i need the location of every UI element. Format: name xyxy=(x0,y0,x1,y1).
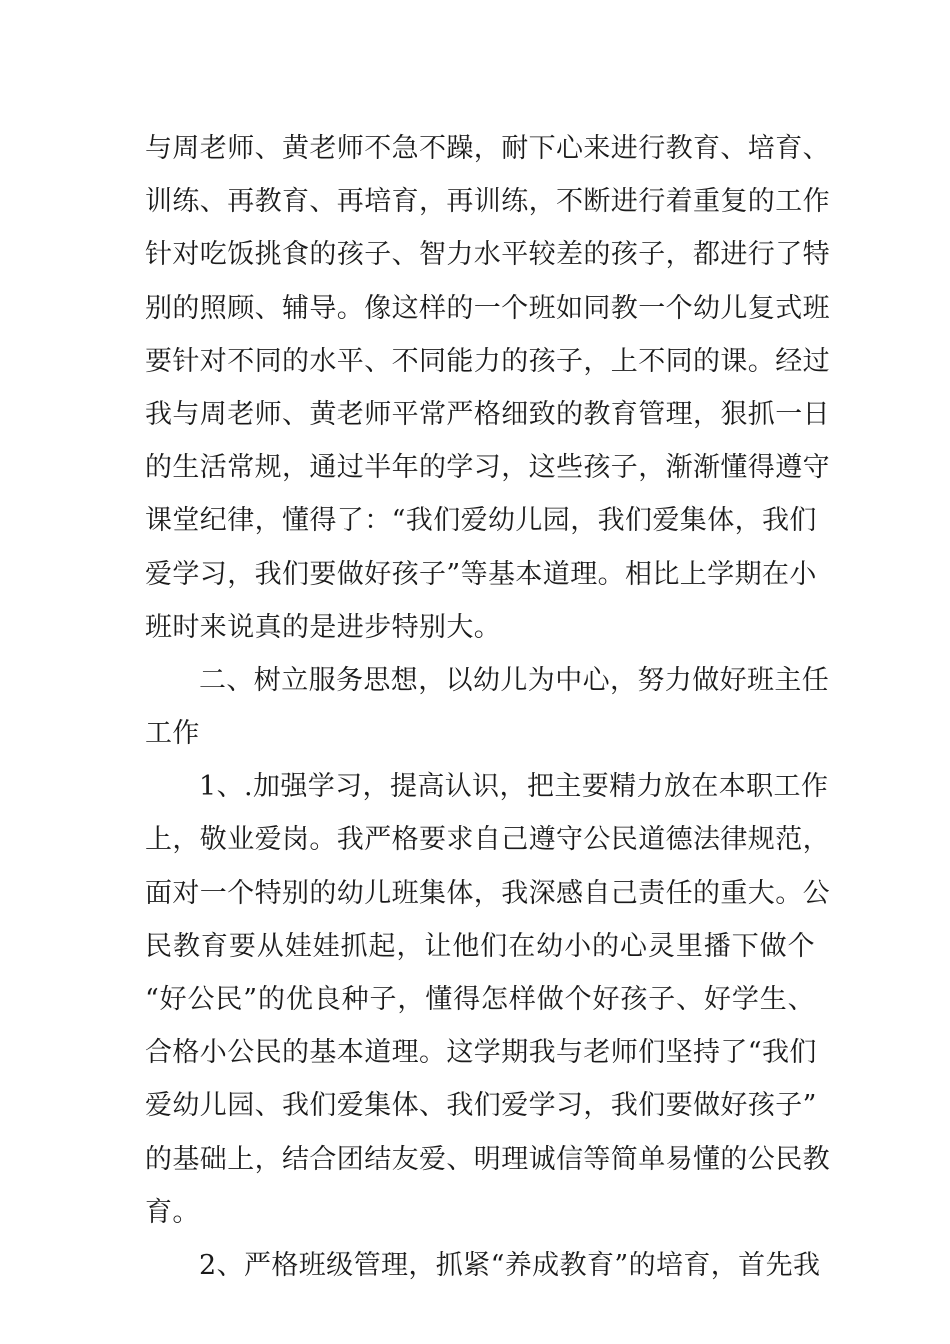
text-line: 爱学习，我们要做好孩子”等基本道理。相比上学期在小 xyxy=(145,558,817,590)
text-line: 针对吃饭挑食的孩子、智力水平较差的孩子，都进行了特 xyxy=(145,239,830,271)
body-text xyxy=(145,122,830,1292)
text-line: 民教育要从娃娃抓起，让他们在幼小的心灵里播下做个 xyxy=(145,930,815,962)
text-line: 的生活常规，通过半年的学习，这些孩子，渐渐懂得遵守 xyxy=(145,452,830,484)
text-line: 合格小公民的基本道理。这学期我与老师们坚持了“我们 xyxy=(145,1037,817,1069)
text-line: 班时来说真的是进步特别大。 xyxy=(145,611,502,643)
text-line: 要针对不同的水平、不同能力的孩子，上不同的课。经过 xyxy=(145,345,830,377)
text-line: 面对一个特别的幼儿班集体，我深感自己责任的重大。公 xyxy=(145,877,830,909)
section-heading: 二、树立服务思想，以幼儿为中心，努力做好班主任 xyxy=(199,664,830,696)
text-line: 课堂纪律，懂得了：“我们爱幼儿园，我们爱集体，我们 xyxy=(145,505,817,537)
text-line: 1、.加强学习，提高认识，把主要精力放在本职工作 xyxy=(199,771,829,803)
text-line: 与周老师、黄老师不急不躁，耐下心来进行教育、培育、 xyxy=(145,133,830,164)
text-line: 训练、再教育、再培育，再训练，不断进行着重复的工作 xyxy=(145,186,830,218)
text-line: “好公民”的优良种子，懂得怎样做个好孩子、好学生、 xyxy=(145,984,815,1015)
text-line: 的基础上，结合团结友爱、明理诚信等简单易懂的公民教 xyxy=(145,1143,830,1175)
text-line: 2、严格班级管理，抓紧“养成教育”的培育，首先我 xyxy=(199,1249,821,1281)
text-line: 爱幼儿园、我们爱集体、我们爱学习，我们要做好孩子” xyxy=(145,1090,817,1122)
text-line: 上，敬业爱岗。我严格要求自己遵守公民道德法律规范， xyxy=(145,824,830,856)
text-line: 别的照顾、辅导。像这样的一个班如同教一个幼儿复式班 xyxy=(145,292,830,324)
text-line: 我与周老师、黄老师平常严格细致的教育管理，狠抓一日 xyxy=(145,398,830,430)
text-line: 育。 xyxy=(145,1196,200,1228)
section-heading-continued: 工作 xyxy=(145,718,200,750)
